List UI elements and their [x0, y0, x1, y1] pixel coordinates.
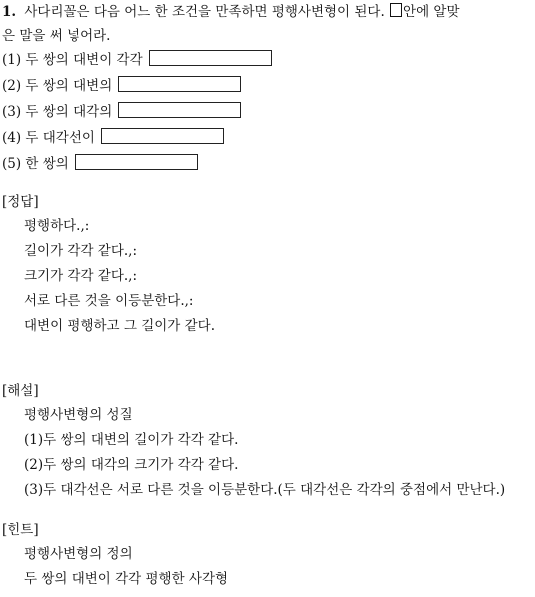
answer-item: 대변이 평행하고 그 길이가 같다. [24, 318, 215, 334]
explanation-heading: [해설] [2, 383, 39, 399]
answer-blank-2[interactable] [118, 76, 241, 92]
condition-5 [2, 152, 533, 178]
answer-heading: [정답] [2, 194, 39, 210]
question-line-1 [2, 0, 533, 24]
question-text-cont: 안에 알맞 [403, 4, 460, 20]
condition-1 [2, 48, 533, 74]
question-number: 1. [2, 4, 17, 20]
condition-label: (4) 두 대각선이 [2, 130, 95, 146]
answer-blank-1[interactable] [149, 50, 272, 66]
answer-item: 길이가 각각 같다.,: [24, 243, 138, 259]
hint-text: 두 쌍의 대변이 각각 평행한 사각형 [24, 571, 229, 587]
explanation-item [2, 478, 533, 502]
answer-blank-5[interactable] [75, 154, 198, 170]
hint-heading: [힌트] [2, 522, 39, 538]
hint-title: 평행사변형의 정의 [24, 546, 133, 562]
condition-4 [2, 126, 533, 152]
answer-blank-4[interactable] [101, 128, 224, 144]
answer-box-symbol [390, 3, 402, 17]
answer-item: 서로 다른 것을 이등분한다.,: [24, 293, 194, 309]
condition-label: (3) 두 쌍의 대각의 [2, 104, 113, 120]
condition-label: (1) 두 쌍의 대변이 각각 [2, 52, 143, 68]
explanation-title: 평행사변형의 성질 [24, 407, 133, 423]
question-line-2: 은 말을 써 넣어라. [2, 28, 111, 44]
condition-label: (5) 한 쌍의 [2, 156, 69, 172]
question-text: 사다리꼴은 다음 어느 한 조건을 만족하면 평행사변형이 된다. [24, 4, 385, 20]
answer-blank-3[interactable] [118, 102, 241, 118]
explanation-item: (2)두 쌍의 대각의 크기가 각각 같다. [24, 457, 239, 473]
answer-item: 평행하다.,: [24, 218, 90, 234]
worksheet-page [2, 0, 533, 592]
condition-3 [2, 100, 533, 126]
explanation-item: (1)두 쌍의 대변의 길이가 각각 같다. [24, 432, 239, 448]
explanation-item-text: (3)두 대각선은 서로 다른 것을 이등분한다.(두 대각선은 각각의 중점에서 만난다.) [24, 482, 506, 498]
answer-item: 크기가 각각 같다.,: [24, 268, 138, 284]
condition-label: (2) 두 쌍의 대변의 [2, 78, 113, 94]
condition-2 [2, 74, 533, 100]
